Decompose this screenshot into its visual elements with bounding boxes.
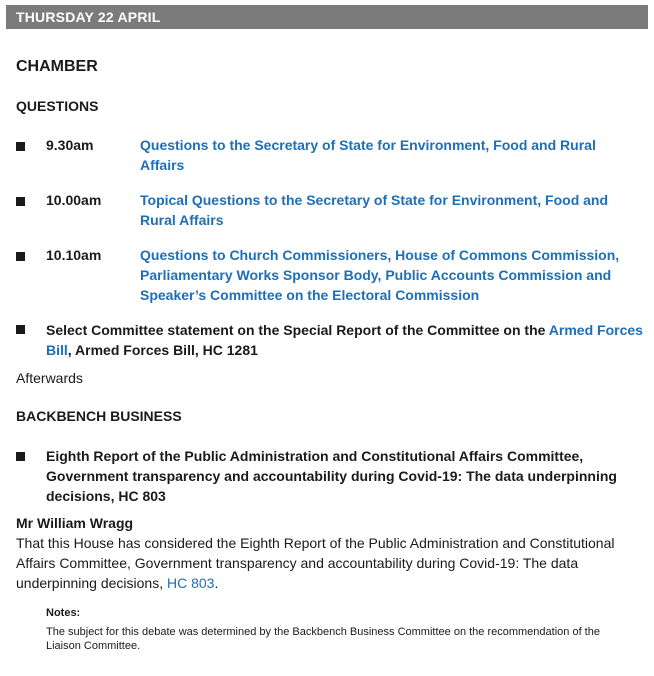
mover-name: Mr William Wragg <box>16 515 134 531</box>
afterwards-text: Afterwards <box>16 370 83 386</box>
question-link[interactable]: Questions to Church Commissioners, House of Commons Commission, Parliamentary Works Sponsor Body, Public Accounts Commission and Speaker’s Committee on the Electoral Commission <box>140 247 620 303</box>
motion-body: That this House has considered the Eighth Report of the Public Administration and Constitutional Affairs Committee, Government transparency and accountability during Covid-19: The data underpinning decisions, <box>16 535 615 591</box>
notes-text: The subject for this debate was determined by the Backbench Business Committee on the recommendation of the Liaison Committee. <box>46 626 600 652</box>
question-time: 10.00am <box>46 192 102 208</box>
questions-heading: QUESTIONS <box>16 98 99 114</box>
motion-end: . <box>214 575 219 591</box>
bullet-square-icon <box>16 142 25 151</box>
armed-forces-bill-link[interactable]: Armed Forces Bill <box>46 322 643 358</box>
question-link[interactable]: Topical Questions to the Secretary of State for Environment, Food and Rural Affairs <box>140 192 609 228</box>
motion-text <box>16 533 646 593</box>
bullet-square-icon <box>16 197 25 206</box>
question-time: 9.30am <box>46 137 94 153</box>
backbench-heading: BACKBENCH BUSINESS <box>16 408 182 424</box>
notes-label: Notes: <box>46 607 81 619</box>
hc-803-link[interactable]: HC 803 <box>167 575 215 591</box>
statement-suffix: , Armed Forces Bill, HC 1281 <box>67 342 258 358</box>
bullet-square-icon <box>16 452 25 461</box>
question-time: 10.10am <box>46 247 102 263</box>
date-header: THURSDAY 22 APRIL <box>6 5 648 29</box>
bullet-square-icon <box>16 252 25 261</box>
statement-item <box>46 320 646 360</box>
statement-prefix: Select Committee statement on the Special Report of the Committee on the <box>46 322 549 338</box>
question-link[interactable]: Questions to the Secretary of State for Environment, Food and Rural Affairs <box>140 137 596 173</box>
backbench-item: Eighth Report of the Public Administration and Constitutional Affairs Committee, Government transparency and accountability during Covid-19: The data underpinning decisions, HC 803 <box>46 448 617 504</box>
chamber-heading: CHAMBER <box>16 58 98 75</box>
bullet-square-icon <box>16 325 25 334</box>
